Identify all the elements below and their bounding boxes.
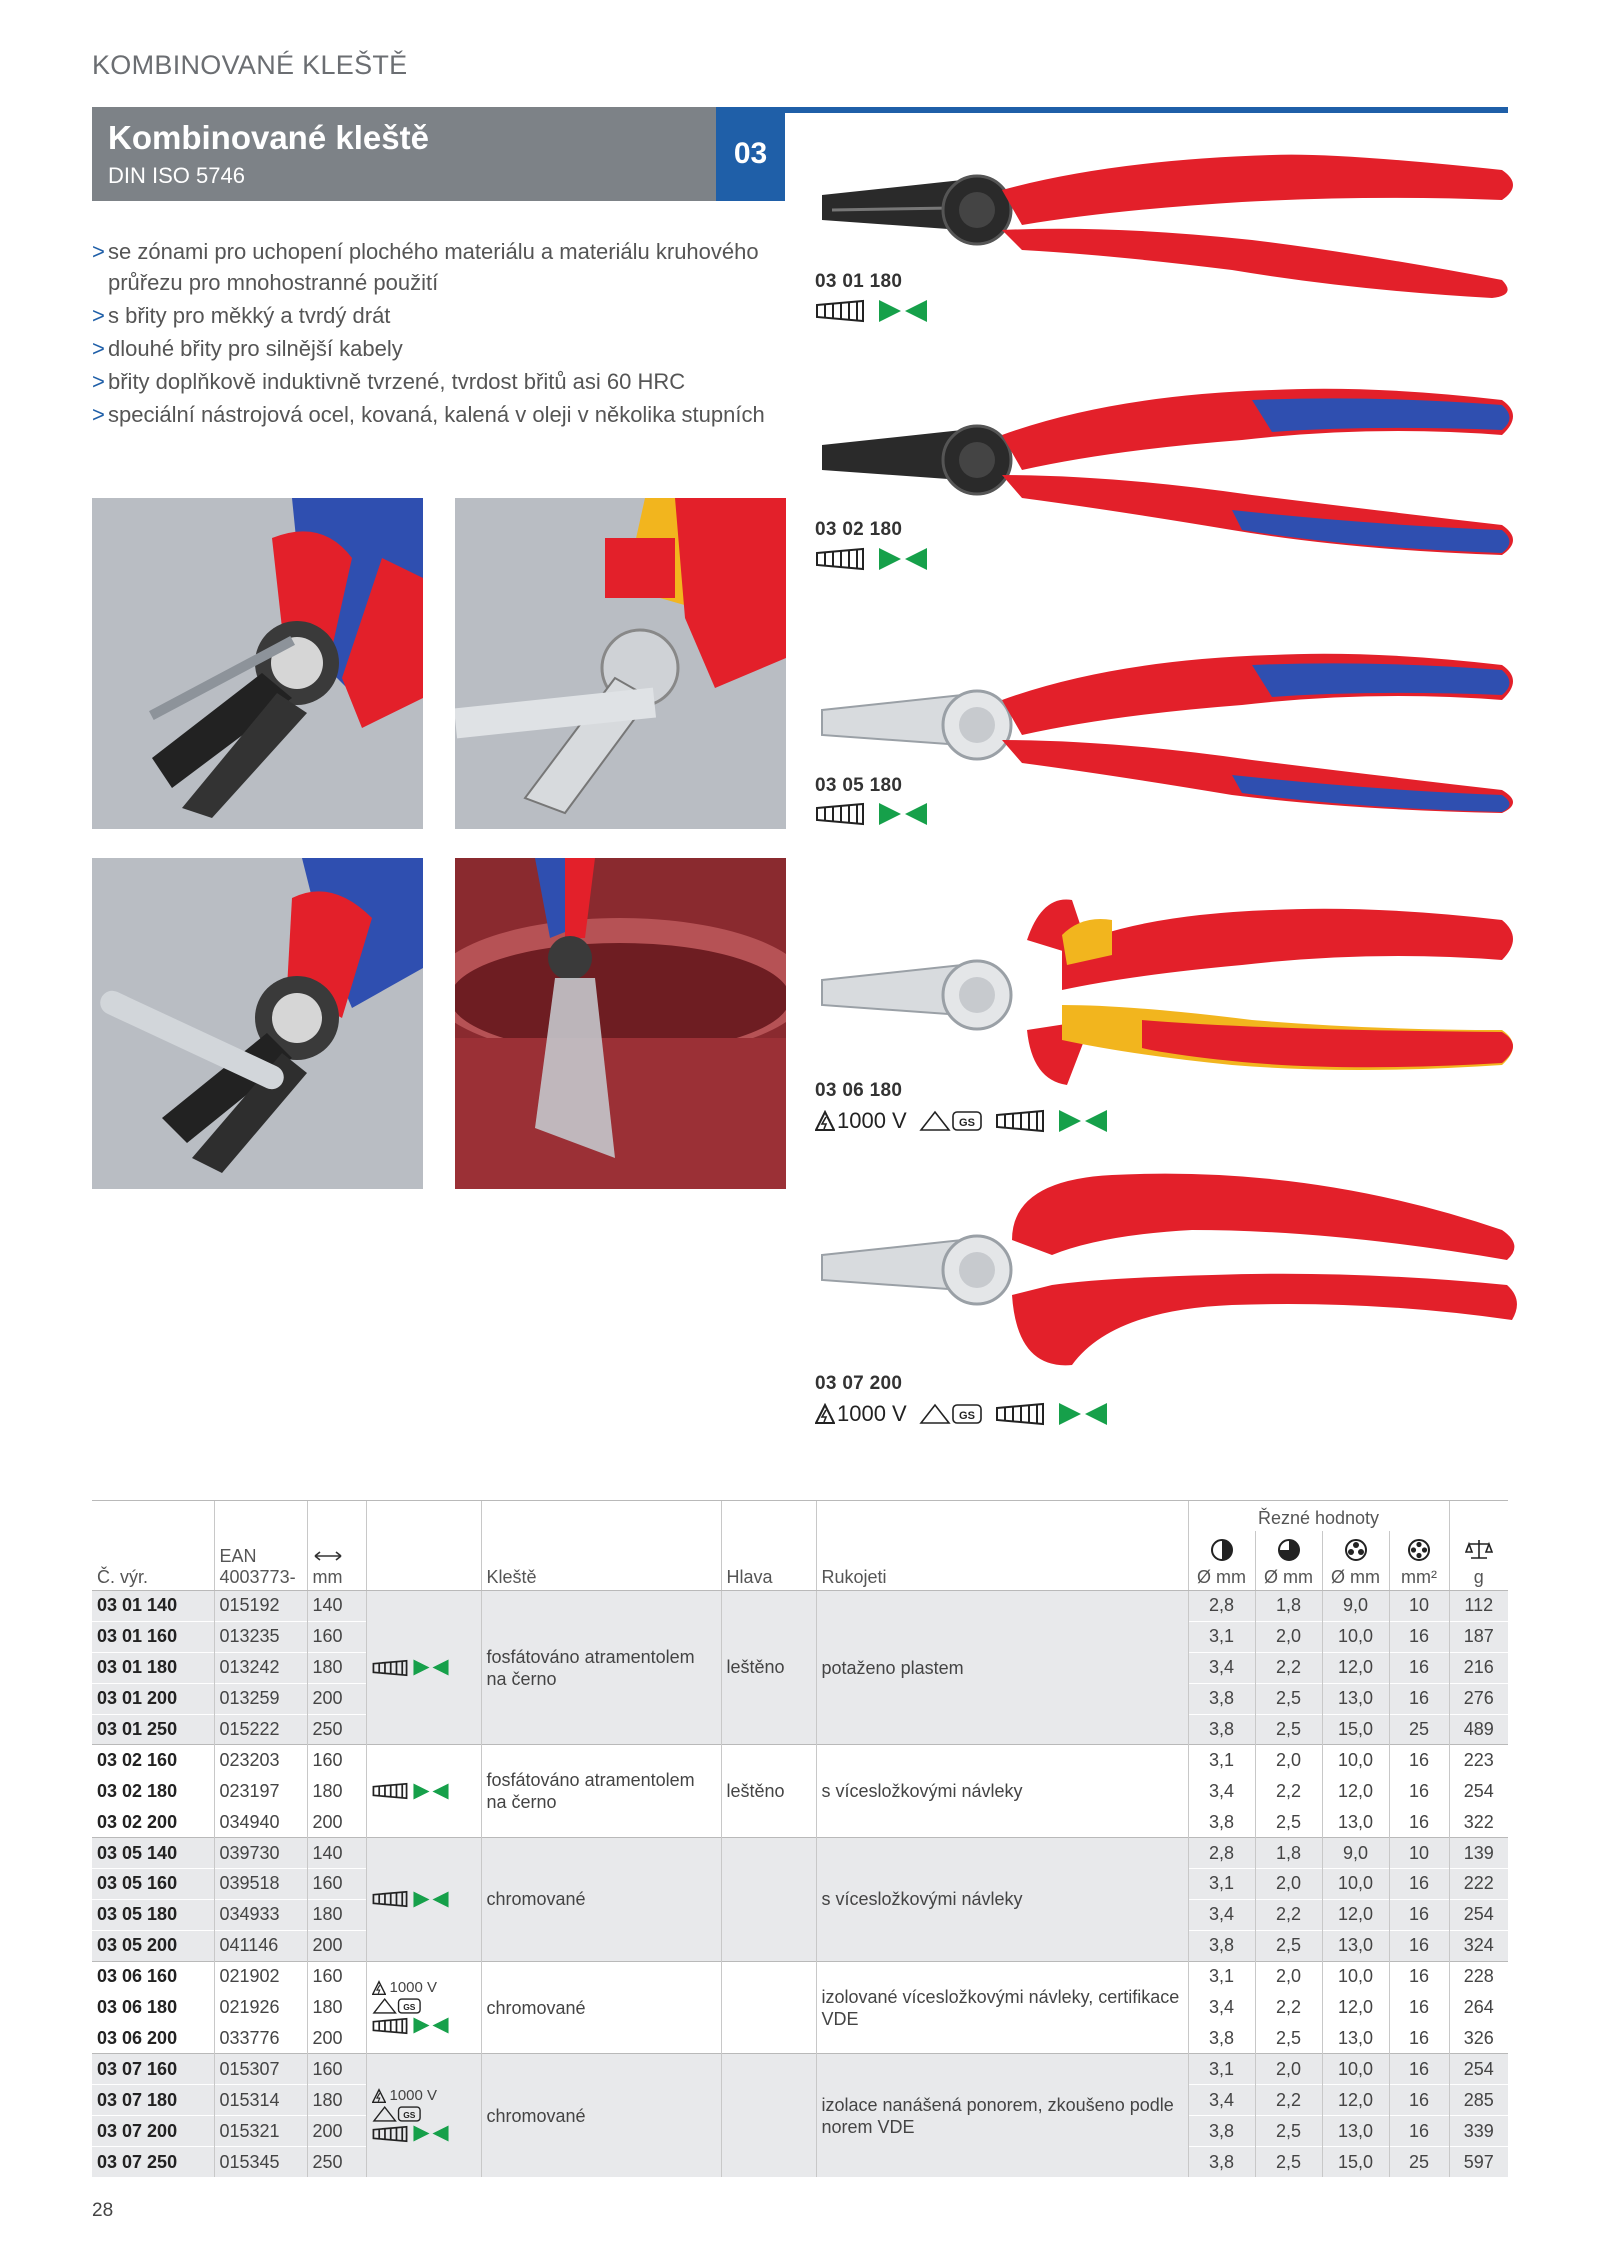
- feature-list: [92, 236, 772, 432]
- cell-ean: 021902: [214, 1961, 307, 1992]
- cell-ean: 013242: [214, 1652, 307, 1683]
- spec-table-body: [92, 1591, 1508, 2178]
- cell-cut-medium: 2,5: [1255, 1714, 1322, 1745]
- col-weight: g: [1449, 1531, 1508, 1591]
- product-image-03-05-180: [812, 625, 1524, 815]
- cell-article: 03 01 180: [92, 1652, 214, 1683]
- cell-cut-cross-section: 16: [1389, 1992, 1449, 2023]
- cell-weight: 276: [1449, 1683, 1508, 1714]
- product-image-03-06-180: [812, 880, 1524, 1090]
- table-row: [92, 1838, 1508, 1869]
- cell-cut-medium: 2,5: [1255, 2116, 1322, 2147]
- cell-length: 160: [307, 1961, 366, 1992]
- cell-length: 160: [307, 1869, 366, 1900]
- cell-length: 200: [307, 2116, 366, 2147]
- cell-cut-soft: 2,8: [1188, 1591, 1255, 1622]
- product-code: 03 02 180: [815, 519, 903, 540]
- cell-ean: 015314: [214, 2085, 307, 2116]
- cell-ean: 013259: [214, 1683, 307, 1714]
- cell-cut-soft: 3,8: [1188, 1683, 1255, 1714]
- cell-handles: potaženo plastem: [816, 1591, 1188, 1745]
- feature-item: > dlouhé břity pro silnější kabely: [92, 333, 772, 364]
- cell-length: 160: [307, 1745, 366, 1776]
- grip-zones-icon: [372, 1659, 408, 1677]
- cell-weight: 112: [1449, 1591, 1508, 1622]
- cell-ean: 015222: [214, 1714, 307, 1745]
- cutting-edges-icon: [1057, 1401, 1109, 1427]
- cell-ean: 015307: [214, 2054, 307, 2085]
- cell-cut-stranded: 13,0: [1322, 1807, 1389, 1838]
- cell-cut-stranded: 13,0: [1322, 2116, 1389, 2147]
- cutting-values-header: Řezné hodnoty: [1188, 1501, 1449, 1531]
- cell-ean: 015192: [214, 1591, 307, 1622]
- cell-cut-cross-section: 25: [1389, 1714, 1449, 1745]
- cell-cut-soft: 3,8: [1188, 2023, 1255, 2054]
- cell-weight: 326: [1449, 2023, 1508, 2054]
- cell-cut-stranded: 15,0: [1322, 1714, 1389, 1745]
- photo-pliers-sheet-metal: [455, 858, 786, 1189]
- page-title: Kombinované kleště: [108, 119, 429, 156]
- cell-article: 03 05 200: [92, 1930, 214, 1961]
- page-number: 28: [92, 2200, 114, 2221]
- vde-gs-icon: [372, 1996, 422, 2016]
- cell-weight: 254: [1449, 1776, 1508, 1807]
- vde-gs-icon: [919, 1401, 983, 1427]
- cell-cut-soft: 3,4: [1188, 1899, 1255, 1930]
- product-icons: [815, 801, 929, 827]
- cell-feature-icons: [366, 1591, 481, 1745]
- cell-ean: 041146: [214, 1930, 307, 1961]
- product-icons: [815, 1108, 1109, 1134]
- cell-weight: 324: [1449, 1930, 1508, 1961]
- cell-cut-medium: 2,5: [1255, 2023, 1322, 2054]
- cell-cut-medium: 2,2: [1255, 1992, 1322, 2023]
- cell-head: leštěno: [721, 1745, 816, 1838]
- page-subtitle: DIN ISO 5746: [108, 163, 245, 188]
- cell-length: 140: [307, 1838, 366, 1869]
- cell-article: 03 02 180: [92, 1776, 214, 1807]
- cell-weight: 139: [1449, 1838, 1508, 1869]
- section-label: KOMBINOVANÉ KLEŠTĚ: [92, 50, 408, 80]
- vde-gs-icon: [919, 1108, 983, 1134]
- cell-cut-stranded: 10,0: [1322, 1961, 1389, 1992]
- cell-article: 03 02 200: [92, 1807, 214, 1838]
- col-length: [307, 1531, 366, 1591]
- cell-handles: izolované vícesložkovými návleky, certifikace VDE: [816, 1961, 1188, 2054]
- cell-article: 03 01 160: [92, 1621, 214, 1652]
- cell-cut-soft: 3,1: [1188, 1621, 1255, 1652]
- cell-cut-soft: 3,4: [1188, 1992, 1255, 2023]
- cell-cut-soft: 3,4: [1188, 1652, 1255, 1683]
- cell-length: 180: [307, 2085, 366, 2116]
- photo-pliers-bolt: [92, 498, 423, 829]
- cell-cut-cross-section: 16: [1389, 1930, 1449, 1961]
- cell-cut-cross-section: 16: [1389, 1683, 1449, 1714]
- cell-article: 03 01 140: [92, 1591, 214, 1622]
- cell-length: 180: [307, 1992, 366, 2023]
- col-ean-line1: EAN: [219, 1546, 257, 1566]
- cell-weight: 216: [1449, 1652, 1508, 1683]
- product-code: 03 06 180: [815, 1080, 903, 1101]
- high-voltage-icon: [372, 2088, 386, 2104]
- cell-cut-soft: 3,4: [1188, 2085, 1255, 2116]
- photo-pliers-tube: [92, 858, 423, 1189]
- title-band: [92, 107, 785, 201]
- col-pliers: Kleště: [481, 1531, 721, 1591]
- cell-cut-cross-section: 16: [1389, 2116, 1449, 2147]
- cell-cut-cross-section: 16: [1389, 2085, 1449, 2116]
- col-handles: Rukojeti: [816, 1531, 1188, 1591]
- cell-cut-medium: 1,8: [1255, 1838, 1322, 1869]
- voltage-label: 1000 V: [837, 1108, 907, 1133]
- cell-cut-soft: 3,1: [1188, 1961, 1255, 1992]
- product-image-03-01-180: [812, 140, 1524, 300]
- cutting-edges-icon: [412, 1890, 450, 1909]
- cutting-edges-icon: [877, 801, 929, 827]
- cell-ean: 033776: [214, 2023, 307, 2054]
- cell-cut-stranded: 12,0: [1322, 1652, 1389, 1683]
- cell-pliers: chromované: [481, 2054, 721, 2178]
- cell-weight: 254: [1449, 2054, 1508, 2085]
- voltage-label: 1000 V: [389, 1979, 438, 1997]
- cell-cut-cross-section: 16: [1389, 1776, 1449, 1807]
- cell-article: 03 05 140: [92, 1838, 214, 1869]
- cell-ean: 015321: [214, 2116, 307, 2147]
- cell-handles: s vícesložkovými návleky: [816, 1745, 1188, 1838]
- cell-cut-medium: 2,5: [1255, 1807, 1322, 1838]
- cell-cut-soft: 3,1: [1188, 2054, 1255, 2085]
- cell-cut-medium: 2,0: [1255, 1621, 1322, 1652]
- cell-pliers: fosfátováno atramentolem na černo: [481, 1591, 721, 1745]
- cell-cut-stranded: 13,0: [1322, 2023, 1389, 2054]
- cell-length: 140: [307, 1591, 366, 1622]
- product-image-03-02-180: [812, 370, 1524, 560]
- cell-weight: 322: [1449, 1807, 1508, 1838]
- product-code: 03 05 180: [815, 775, 903, 796]
- cell-weight: 597: [1449, 2147, 1508, 2178]
- cell-article: 03 07 180: [92, 2085, 214, 2116]
- cell-cut-stranded: 10,0: [1322, 1869, 1389, 1900]
- product-code: 03 01 180: [815, 271, 903, 292]
- cell-article: 03 06 160: [92, 1961, 214, 1992]
- cutting-edges-icon: [412, 2016, 450, 2035]
- cell-cut-cross-section: 16: [1389, 1621, 1449, 1652]
- grip-zones-icon: [995, 1109, 1045, 1133]
- cell-length: 180: [307, 1899, 366, 1930]
- cell-cut-medium: 2,2: [1255, 1899, 1322, 1930]
- cell-head: [721, 1961, 816, 2054]
- cell-article: 03 07 160: [92, 2054, 214, 2085]
- svg-text:GS: GS: [958, 1410, 975, 1422]
- cell-cut-soft: 3,1: [1188, 1745, 1255, 1776]
- cell-cut-stranded: 9,0: [1322, 1591, 1389, 1622]
- cell-head: [721, 2054, 816, 2178]
- cell-cut-soft: 3,8: [1188, 1714, 1255, 1745]
- chapter-badge: 03: [716, 107, 785, 201]
- cell-feature-icons: [366, 1838, 481, 1962]
- cell-cut-stranded: 15,0: [1322, 2147, 1389, 2178]
- product-code: 03 07 200: [815, 1373, 903, 1394]
- cell-length: 200: [307, 1930, 366, 1961]
- cell-article: 03 01 250: [92, 1714, 214, 1745]
- medium-hard-wire-icon: [1277, 1538, 1301, 1562]
- photo-pliers-cable: [455, 498, 786, 829]
- col-ean: [214, 1531, 307, 1591]
- spec-table-wrap: [92, 1500, 1508, 2177]
- cell-feature-icons: [366, 1745, 481, 1838]
- cell-cut-cross-section: 16: [1389, 1807, 1449, 1838]
- cell-cut-medium: 2,2: [1255, 2085, 1322, 2116]
- cutting-edges-icon: [412, 1658, 450, 1677]
- cell-feature-icons: [366, 1961, 481, 2054]
- cell-cut-medium: 1,8: [1255, 1591, 1322, 1622]
- cell-length: 250: [307, 2147, 366, 2178]
- cell-cut-stranded: 12,0: [1322, 2085, 1389, 2116]
- cutting-edges-icon: [412, 2124, 450, 2143]
- cell-weight: 187: [1449, 1621, 1508, 1652]
- grip-zones-icon: [372, 1782, 408, 1800]
- cell-article: 03 02 160: [92, 1745, 214, 1776]
- cell-cut-stranded: 12,0: [1322, 1776, 1389, 1807]
- cell-article: 03 06 200: [92, 2023, 214, 2054]
- cell-cut-cross-section: 16: [1389, 1899, 1449, 1930]
- grip-zones-icon: [372, 1890, 408, 1908]
- col-ean-line2: 4003773-: [219, 1567, 296, 1587]
- cell-weight: 223: [1449, 1745, 1508, 1776]
- spec-table: [92, 1500, 1508, 2177]
- scale-icon: [1465, 1538, 1493, 1562]
- cell-weight: 339: [1449, 2116, 1508, 2147]
- cell-length: 250: [307, 1714, 366, 1745]
- cell-cut-medium: 2,0: [1255, 2054, 1322, 2085]
- high-voltage-icon: [815, 1403, 835, 1425]
- cable-cross-section-icon: [1407, 1538, 1431, 1562]
- feature-item: > s břity pro měkký a tvrdý drát: [92, 300, 772, 331]
- cell-weight: 489: [1449, 1714, 1508, 1745]
- cutting-edges-icon: [412, 1782, 450, 1801]
- cell-cut-cross-section: 16: [1389, 2023, 1449, 2054]
- cell-weight: 228: [1449, 1961, 1508, 1992]
- cell-ean: 023203: [214, 1745, 307, 1776]
- cell-article: 03 05 180: [92, 1899, 214, 1930]
- grip-zones-icon: [372, 2017, 408, 2035]
- cell-article: 03 05 160: [92, 1869, 214, 1900]
- grip-zones-icon: [815, 802, 865, 826]
- cell-cut-cross-section: 10: [1389, 1838, 1449, 1869]
- cell-cut-soft: 3,1: [1188, 1869, 1255, 1900]
- soft-wire-icon: [1210, 1538, 1234, 1562]
- cell-cut-medium: 2,0: [1255, 1869, 1322, 1900]
- cutting-edges-icon: [877, 298, 929, 324]
- cell-head: leštěno: [721, 1591, 816, 1745]
- cell-ean: 021926: [214, 1992, 307, 2023]
- col-cut-stranded: Ø mm: [1322, 1531, 1389, 1591]
- cell-pliers: chromované: [481, 1838, 721, 1962]
- cell-ean: 034933: [214, 1899, 307, 1930]
- header-rule: [785, 107, 1508, 113]
- cell-cut-soft: 3,8: [1188, 2116, 1255, 2147]
- cell-cut-medium: 2,0: [1255, 1745, 1322, 1776]
- product-icons: [815, 298, 929, 324]
- cell-weight: 254: [1449, 1899, 1508, 1930]
- cell-ean: 023197: [214, 1776, 307, 1807]
- col-cut-medium: Ø mm: [1255, 1531, 1322, 1591]
- cell-cut-soft: 2,8: [1188, 1838, 1255, 1869]
- col-length-unit: mm: [312, 1567, 343, 1587]
- cell-cut-stranded: 12,0: [1322, 1899, 1389, 1930]
- cell-cut-cross-section: 10: [1389, 1591, 1449, 1622]
- cell-cut-stranded: 10,0: [1322, 2054, 1389, 2085]
- cell-cut-cross-section: 25: [1389, 2147, 1449, 2178]
- high-voltage-icon: [815, 1110, 835, 1132]
- vde-gs-icon: [372, 2104, 422, 2124]
- product-icons: [815, 1401, 1109, 1427]
- high-voltage-icon: [372, 1980, 386, 1996]
- cell-length: 160: [307, 1621, 366, 1652]
- cell-ean: 013235: [214, 1621, 307, 1652]
- grip-zones-icon: [815, 299, 865, 323]
- feature-item: > se zónami pro uchopení plochého materiálu a materiálu kruhového průřezu pro mnohostranné použití: [92, 236, 772, 298]
- col-cut-soft: Ø mm: [1188, 1531, 1255, 1591]
- cell-article: 03 01 200: [92, 1683, 214, 1714]
- length-arrow-icon: [313, 1550, 343, 1562]
- cell-handles: s vícesložkovými návleky: [816, 1838, 1188, 1962]
- cell-handles: izolace nanášená ponorem, zkoušeno podle norem VDE: [816, 2054, 1188, 2178]
- cell-article: 03 07 200: [92, 2116, 214, 2147]
- cell-cut-stranded: 10,0: [1322, 1621, 1389, 1652]
- cell-cut-stranded: 10,0: [1322, 1745, 1389, 1776]
- grip-zones-icon: [995, 1402, 1045, 1426]
- cell-cut-medium: 2,2: [1255, 1776, 1322, 1807]
- col-article: Č. výr.: [92, 1531, 214, 1591]
- grip-zones-icon: [815, 547, 865, 571]
- col-head: Hlava: [721, 1531, 816, 1591]
- table-row: [92, 1745, 1508, 1776]
- cell-cut-cross-section: 16: [1389, 1652, 1449, 1683]
- cell-cut-medium: 2,5: [1255, 1930, 1322, 1961]
- cell-pliers: fosfátováno atramentolem na černo: [481, 1745, 721, 1838]
- cell-ean: 034940: [214, 1807, 307, 1838]
- cell-cut-medium: 2,5: [1255, 2147, 1322, 2178]
- voltage-label: 1000 V: [389, 2087, 438, 2105]
- cell-cut-cross-section: 16: [1389, 1869, 1449, 1900]
- voltage-rating: [815, 1401, 907, 1427]
- cell-cut-medium: 2,2: [1255, 1652, 1322, 1683]
- cell-head: [721, 1838, 816, 1962]
- voltage-label: 1000 V: [837, 1401, 907, 1426]
- voltage-rating: [815, 1108, 907, 1134]
- table-row: [92, 1591, 1508, 1622]
- cell-pliers: chromované: [481, 1961, 721, 2054]
- cell-ean: 039518: [214, 1869, 307, 1900]
- cell-cut-soft: 3,8: [1188, 2147, 1255, 2178]
- cell-length: 160: [307, 2054, 366, 2085]
- cell-cut-stranded: 13,0: [1322, 1930, 1389, 1961]
- cell-cut-soft: 3,8: [1188, 1807, 1255, 1838]
- cell-cut-soft: 3,4: [1188, 1776, 1255, 1807]
- col-cut-cross-section: mm²: [1389, 1531, 1449, 1591]
- cell-length: 200: [307, 1807, 366, 1838]
- table-row: [92, 1961, 1508, 1992]
- cell-cut-medium: 2,0: [1255, 1961, 1322, 1992]
- cell-cut-stranded: 9,0: [1322, 1838, 1389, 1869]
- cell-cut-soft: 3,8: [1188, 1930, 1255, 1961]
- cell-article: 03 06 180: [92, 1992, 214, 2023]
- cell-length: 180: [307, 1776, 366, 1807]
- col-icons: [366, 1531, 481, 1591]
- feature-item: > břity doplňkově induktivně tvrzené, tvrdost břitů asi 60 HRC: [92, 366, 772, 397]
- cell-length: 200: [307, 2023, 366, 2054]
- svg-text:GS: GS: [958, 1117, 975, 1129]
- cell-weight: 285: [1449, 2085, 1508, 2116]
- cell-cut-medium: 2,5: [1255, 1683, 1322, 1714]
- svg-text:GS: GS: [402, 2001, 415, 2012]
- cutting-edges-icon: [877, 546, 929, 572]
- cell-weight: 222: [1449, 1869, 1508, 1900]
- table-row: [92, 2054, 1508, 2085]
- cell-weight: 264: [1449, 1992, 1508, 2023]
- product-image-03-07-200: [812, 1160, 1524, 1375]
- cell-length: 200: [307, 1683, 366, 1714]
- cell-cut-stranded: 12,0: [1322, 1992, 1389, 2023]
- cell-cut-cross-section: 16: [1389, 1961, 1449, 1992]
- grip-zones-icon: [372, 2125, 408, 2143]
- cell-cut-stranded: 13,0: [1322, 1683, 1389, 1714]
- cell-feature-icons: [366, 2054, 481, 2178]
- cell-article: 03 07 250: [92, 2147, 214, 2178]
- cell-cut-cross-section: 16: [1389, 1745, 1449, 1776]
- feature-item: > speciální nástrojová ocel, kovaná, kalená v oleji v několika stupních: [92, 399, 772, 430]
- cell-cut-cross-section: 16: [1389, 2054, 1449, 2085]
- cutting-edges-icon: [1057, 1108, 1109, 1134]
- cell-ean: 015345: [214, 2147, 307, 2178]
- product-icons: [815, 546, 929, 572]
- cell-ean: 039730: [214, 1838, 307, 1869]
- stranded-wire-icon: [1344, 1538, 1368, 1562]
- svg-text:GS: GS: [402, 2110, 415, 2121]
- cell-length: 180: [307, 1652, 366, 1683]
